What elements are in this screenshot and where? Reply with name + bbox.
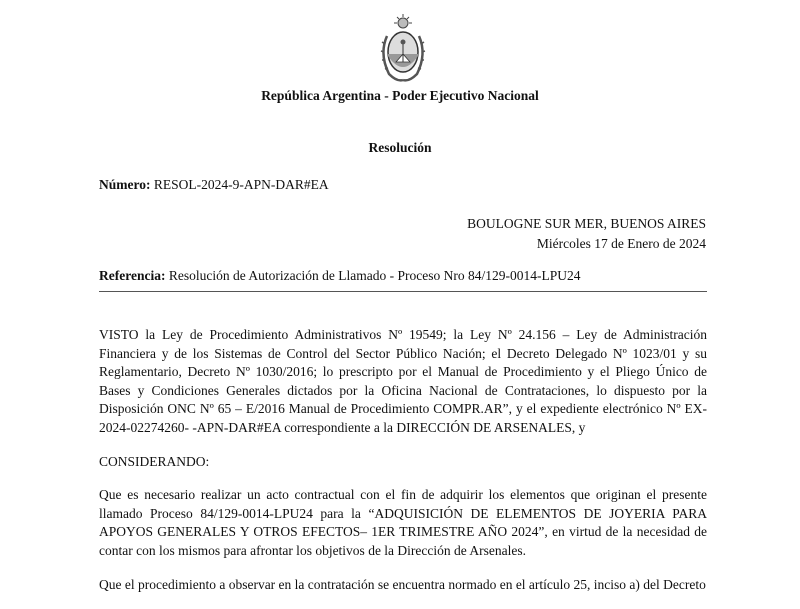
- visto-paragraph: VISTO la Ley de Procedimiento Administrativos Nº 19549; la Ley Nº 24.156 – Ley de Administración Financiera y de los Sistemas de Control del Sector Público Nación; el Decreto Delegado Nº 1023/01 y su Reglamentario, Decreto Nº 1030/2016; lo prescripto por el Manual de Procedimiento y el Pliego Único de Bases y Condiciones Generales dictados por la Oficina Nacional de Contrataciones, lo dispuesto por la Disposición ONC Nº 65 – E/2016 Manual de Procedimiento COMPR.AR”, y el expediente electrónico Nº EX-2024-02274260- -APN-DAR#EA correspondiente a la DIRECCIÓN DE ARSENALES, y: [99, 327, 707, 435]
- place: BOULOGNE SUR MER, BUENOS AIRES: [467, 216, 706, 231]
- considerando-heading: CONSIDERANDO:: [99, 453, 210, 469]
- referencia-label: Referencia:: [99, 268, 166, 283]
- divider: [99, 291, 707, 292]
- numero-label: Número:: [99, 177, 151, 192]
- considerando-paragraph-2: Que el procedimiento a observar en la contratación se encuentra normado en el artículo 25, inciso a) del Decreto: [99, 576, 706, 592]
- numero-value: RESOL-2024-9-APN-DAR#EA: [153, 177, 329, 192]
- national-seal-icon: [377, 14, 429, 84]
- country-header: República Argentina - Poder Ejecutivo Nacional: [261, 88, 539, 103]
- document-number-line: [99, 177, 329, 193]
- reference-line: [99, 268, 581, 284]
- document-body: [99, 326, 707, 609]
- place-date-block: [467, 214, 706, 254]
- document-title: Resolución: [368, 140, 432, 155]
- considerando-paragraph-1: Que es necesario realizar un acto contractual con el fin de adquirir los elementos que originan el presente llamado Proceso 84/129-0014-LPU24 para la “ADQUISICIÓN DE ELEMENTOS DE JOYERIA PARA APOYOS GENERALES Y OTROS EFECTOS– 1ER TRIMESTRE AÑO 2024”, en virtud de la necesidad de contar con los mismos para afrontar los objetivos de la Dirección de Arsenales.: [99, 487, 707, 558]
- date: Miércoles 17 de Enero de 2024: [536, 236, 706, 251]
- referencia-value: Resolución de Autorización de Llamado - Proceso Nro 84/129-0014-LPU24: [168, 268, 581, 283]
